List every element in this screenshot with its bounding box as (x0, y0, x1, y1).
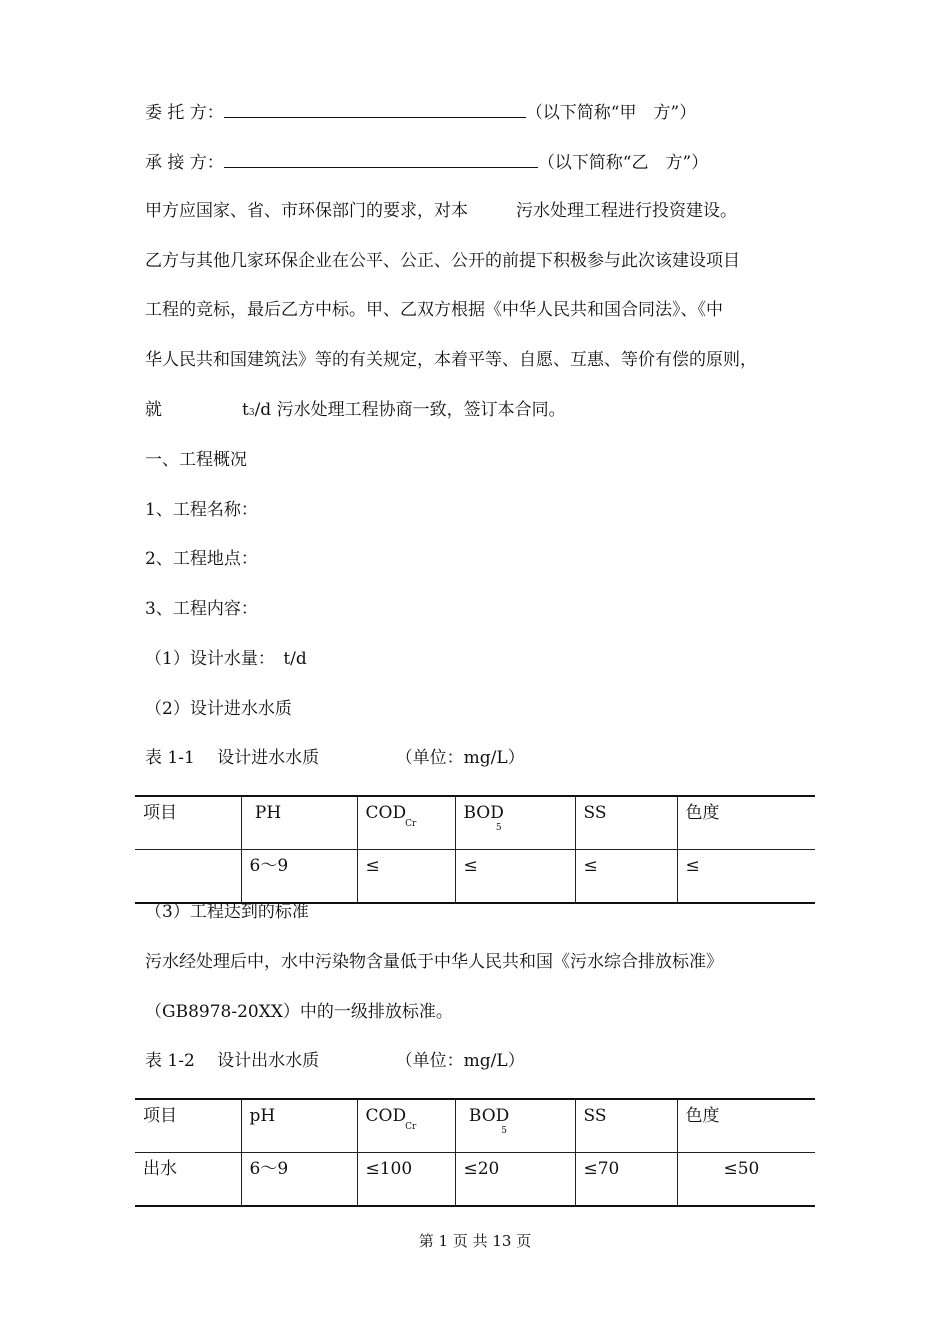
header-cell: $BOD_5$ (455, 1099, 575, 1153)
client-line (145, 99, 696, 125)
project-name-label: 1、工程名称： (145, 500, 258, 520)
table1-caption: 表 1-1 设计进水水质 （单位：mg/L） (145, 748, 525, 768)
data-cell: ≤70 (575, 1153, 677, 1207)
table-row (135, 850, 815, 904)
table-row (135, 1099, 815, 1153)
design-flow: （1）设计水量： t/d (145, 649, 307, 669)
data-cell: 6～9 (241, 1153, 357, 1207)
standard-line-1: 污水经处理后中，水中污染物含量低于中华人民共和国《污水综合排放标准》 (145, 952, 723, 972)
header-cell: 项目 (135, 796, 241, 850)
header-cell: SS (575, 1099, 677, 1153)
preamble-line-4: 华人民共和国建筑法》等的有关规定，本着平等、自愿、互惠、等价有偿的原则， (145, 350, 757, 370)
contractor-line (145, 149, 708, 175)
header-cell: 色度 (677, 1099, 815, 1153)
client-suffix: （以下简称“甲 方”） (525, 103, 697, 123)
standard-line-2: （GB8978-20XX）中的一级排放标准。 (145, 1002, 453, 1022)
data-cell: ≤ (357, 850, 455, 904)
header-cell: $BOD_5$ (455, 796, 575, 850)
header-cell: pH (241, 1099, 357, 1153)
header-cell: 项目 (135, 1099, 241, 1153)
project-location-label: 2、工程地点： (145, 549, 258, 569)
project-content-label: 3、工程内容： (145, 599, 258, 619)
header-cell: $COD_{Cr}$ (357, 1099, 455, 1153)
client-blank (224, 99, 526, 118)
page-number: 第 1 页 共 13 页 (418, 1232, 532, 1250)
header-cell: 色度 (677, 796, 815, 850)
contractor-blank (224, 149, 538, 168)
header-cell: $COD_{Cr}$ (357, 796, 455, 850)
preamble-line-2: 乙方与其他几家环保企业在公平、公正、公开的前提下积极参与此次该建设项目 (145, 251, 740, 271)
table-row (135, 1153, 815, 1207)
outflow-quality-table (135, 1098, 815, 1207)
header-cell: PH (241, 796, 357, 850)
data-cell: ≤ (575, 850, 677, 904)
header-cell: SS (575, 796, 677, 850)
standard-heading: （3）工程达到的标准 (145, 902, 309, 922)
preamble-line-1: 甲方应国家、省、市环保部门的要求，对本 污水处理工程进行投资建设。 (145, 201, 737, 221)
data-cell: ≤100 (357, 1153, 455, 1207)
design-inflow-quality: （2）设计进水水质 (145, 699, 292, 719)
section-title: 一、工程概况 (145, 450, 247, 470)
preamble-line-5: 就 t3/d 污水处理工程协商一致，签订本合同。 (145, 400, 566, 420)
contractor-label: 承 接 方： (145, 153, 224, 173)
data-cell: ≤ (455, 850, 575, 904)
data-cell: ≤50 (677, 1153, 815, 1207)
data-cell (135, 850, 241, 904)
data-cell: ≤20 (455, 1153, 575, 1207)
table2-caption: 表 1-2 设计出水水质 （单位：mg/L） (145, 1051, 525, 1071)
data-cell: 出水 (135, 1153, 241, 1207)
data-cell: ≤ (677, 850, 815, 904)
table-row (135, 796, 815, 850)
contractor-suffix: （以下简称“乙 方”） (537, 153, 709, 173)
inflow-quality-table (135, 795, 815, 904)
preamble-line-3: 工程的竞标，最后乙方中标。甲、乙双方根据《中华人民共和国合同法》、《中 (145, 300, 723, 320)
client-label: 委 托 方： (145, 103, 224, 123)
data-cell: 6～9 (241, 850, 357, 904)
